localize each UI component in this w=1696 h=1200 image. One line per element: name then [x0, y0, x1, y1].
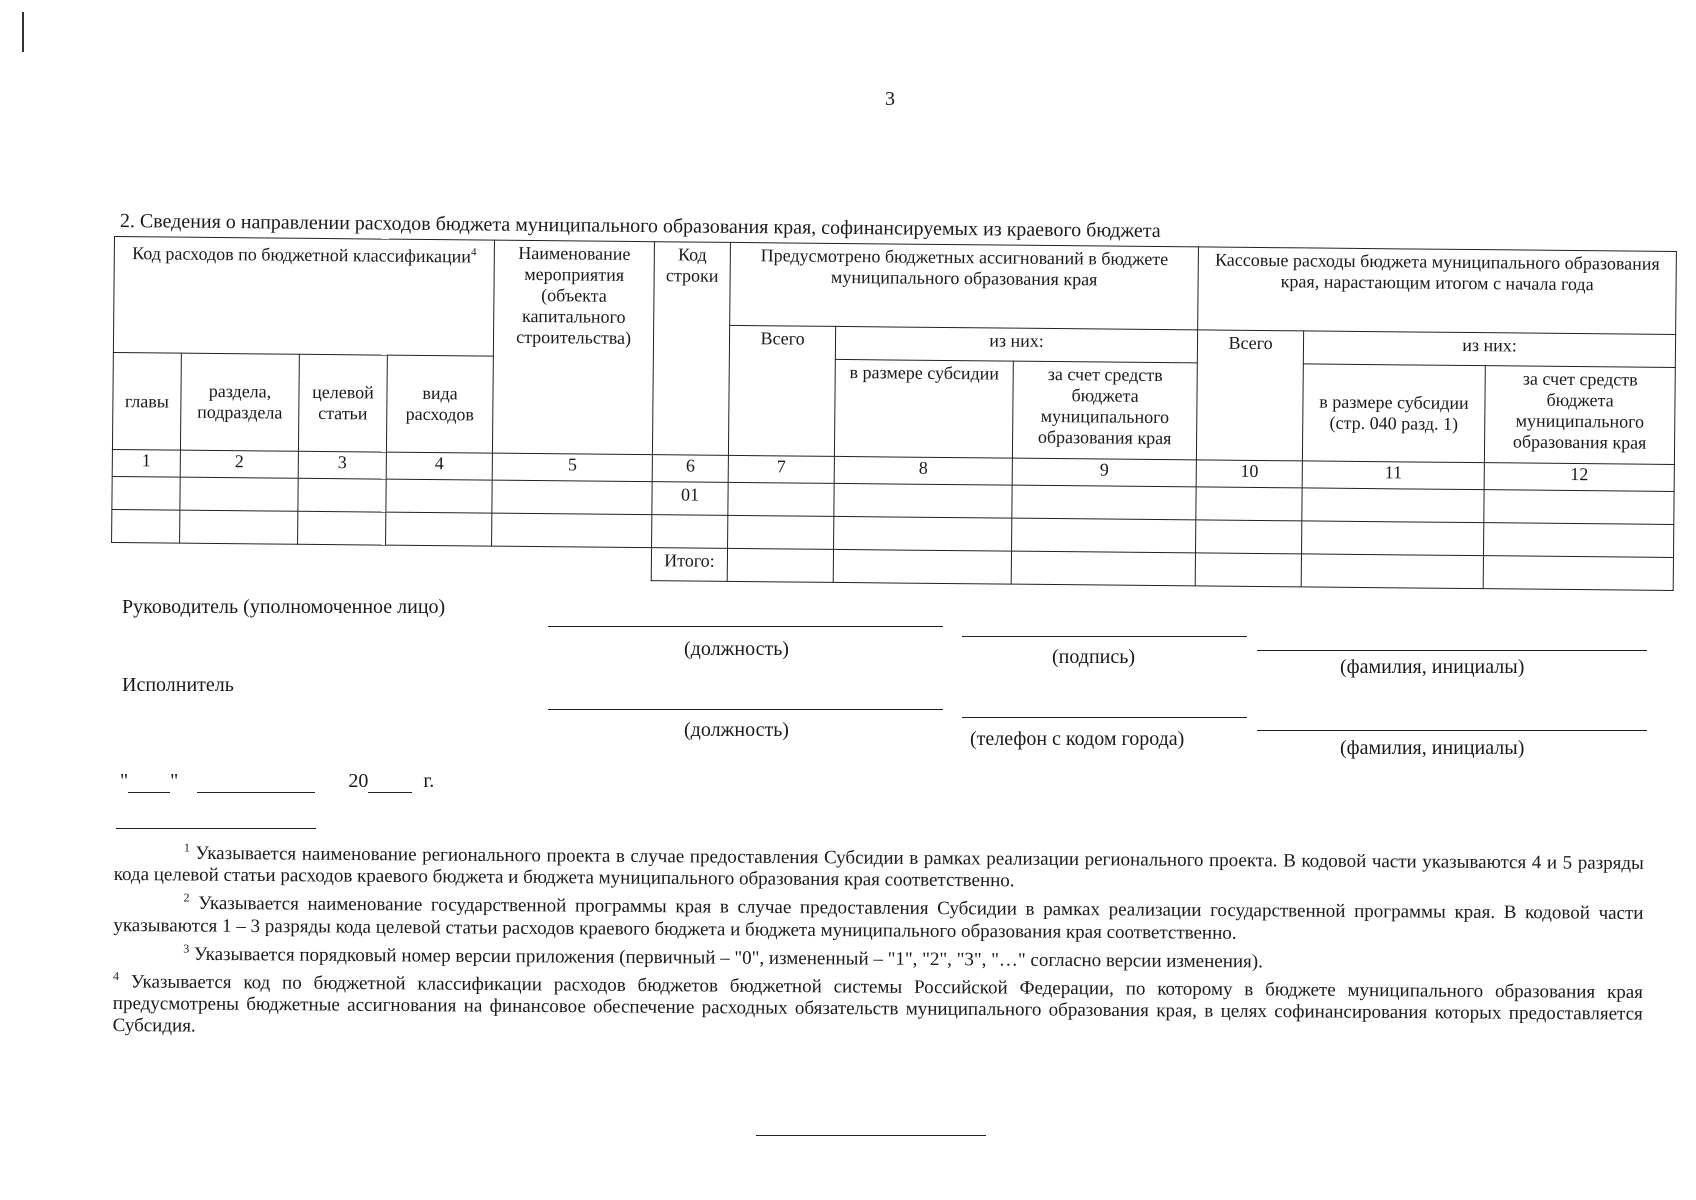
executor-caption-phone: (телефон с кодом города): [970, 728, 1185, 750]
scan-edge-mark: [22, 12, 24, 52]
cell-planned-municipal[interactable]: [1012, 518, 1196, 553]
header-planned-municipal: за счет средств бюджета муниципального образования края: [1012, 361, 1197, 460]
cell-planned-subsidy[interactable]: [834, 516, 1012, 551]
header-budget-code: Код расходов по бюджетной классификации$^4$: [113, 237, 494, 357]
column-number: 2: [180, 450, 298, 478]
total-cash-total[interactable]: [1195, 553, 1301, 587]
date-quote-close: ": [170, 770, 179, 792]
cell-row-code[interactable]: [652, 515, 728, 549]
footnote-text: Указывается наименование государственной программы края в случае предоставления Субсидии в рамках реализации государственной программы края. В кодовой части указываются 1 – 3 разряды кода целевой статьи расходов краевого бюджета и бюджета муниципального образования края соответственно.: [113, 893, 1644, 944]
section-title: 2. Сведения о направлении расходов бюджета муниципального образования края, софинансируемых из краевого бюджета: [119, 210, 1161, 242]
header-activity-name: Наименование мероприятия (объекта капитального строительства): [492, 240, 654, 455]
footnote-mark: 1: [183, 840, 190, 855]
date-month-blank[interactable]: [197, 772, 315, 793]
cell-chapter[interactable]: [112, 476, 180, 510]
executor-position-line[interactable]: [548, 709, 943, 710]
footnote-mark: 3: [183, 941, 190, 956]
cell-chapter[interactable]: [112, 509, 180, 543]
header-planned-total: Всего: [728, 325, 835, 456]
total-cash-municipal[interactable]: [1483, 556, 1673, 591]
header-budget-code-footnote-mark: 4: [470, 246, 477, 259]
header-target-article: целевой статьи: [298, 354, 387, 452]
footnote-4: [113, 965, 1643, 1048]
cell-cash-total[interactable]: [1196, 487, 1302, 521]
date-line: [120, 770, 434, 793]
column-number: 7: [728, 455, 834, 483]
cell-target-article[interactable]: [298, 478, 386, 512]
header-cash-total: Всего: [1196, 330, 1303, 461]
end-separator: [756, 1135, 986, 1136]
head-caption-name: (фамилия, инициалы): [1340, 656, 1525, 678]
cell-activity-name[interactable]: [492, 513, 652, 548]
column-number: 6: [652, 455, 728, 483]
footnote-mark: 4: [112, 968, 120, 984]
head-label: Руководитель (уполномоченное лицо): [122, 596, 446, 618]
cell-cash-total[interactable]: [1196, 520, 1302, 554]
executor-label: Исполнитель: [122, 674, 234, 696]
footnote-text: Указывается порядковый номер версии приложения (первичный – "0", измененный – "1", "2", "3", "…" согласно версии изменения).: [193, 943, 1263, 973]
head-caption-signature: (подпись): [1052, 646, 1136, 668]
total-planned-subsidy[interactable]: [833, 549, 1011, 584]
column-number: 4: [386, 452, 492, 480]
head-position-line[interactable]: [548, 626, 943, 627]
column-number: 5: [492, 453, 652, 482]
column-number: 9: [1012, 458, 1196, 487]
cell-target-article[interactable]: [298, 511, 386, 545]
header-planned-subsidy: в размере субсидии: [834, 359, 1013, 458]
header-cash-subsidy: в размере субсидии (стр. 040 разд. 1): [1302, 364, 1485, 463]
header-planned-of-which: из них:: [835, 326, 1197, 362]
cell-section[interactable]: [180, 477, 298, 511]
cell-section[interactable]: [180, 510, 298, 544]
cell-planned-subsidy[interactable]: [834, 483, 1012, 518]
date-day-blank[interactable]: [128, 772, 170, 793]
cell-cash-subsidy[interactable]: [1302, 488, 1484, 523]
date-quote-open: ": [120, 770, 129, 792]
cell-cash-municipal[interactable]: [1484, 523, 1674, 558]
footnote-separator: [116, 828, 316, 829]
cell-planned-total[interactable]: [728, 482, 834, 516]
footnotes: [113, 836, 1644, 1048]
column-number: 10: [1196, 460, 1302, 488]
header-chapter: главы: [112, 352, 181, 450]
cell-expense-type[interactable]: [386, 479, 492, 513]
column-number: 8: [834, 456, 1012, 485]
column-number: 3: [298, 451, 386, 479]
header-section: раздела, подраздела: [180, 353, 299, 451]
cell-row-code: 01: [652, 482, 728, 516]
header-planned-allocations: Предусмотрено бюджетных ассигнований в бюджете муниципального образования края: [730, 242, 1199, 329]
header-cash-municipal: за счет средств бюджета муниципального образования края: [1484, 366, 1675, 465]
header-row-code: Код строки: [652, 242, 730, 456]
total-planned-municipal[interactable]: [1011, 551, 1195, 586]
cell-activity-name[interactable]: [492, 480, 652, 515]
column-number: 1: [112, 449, 180, 477]
date-year-prefix: 20: [348, 770, 369, 792]
executor-name-line[interactable]: [1257, 730, 1647, 731]
footnote-mark: 2: [183, 890, 190, 905]
cell-planned-municipal[interactable]: [1012, 485, 1196, 520]
footnote-text: Указывается наименование регионального проекта в случае предоставления Субсидии в рамках реализации регионального проекта. В кодовой части указываются 4 и 5 разряды кода целевой статьи расходов краевого бюджета и бюджета муниципального образования края соответственно.: [113, 842, 1644, 892]
header-expense-type: вида расходов: [386, 355, 493, 453]
cell-cash-subsidy[interactable]: [1302, 521, 1484, 556]
date-year-suffix: г.: [423, 770, 435, 792]
page-number: 3: [885, 88, 895, 110]
expenditure-table-wrapper: [111, 236, 1660, 591]
executor-caption-position: (должность): [684, 719, 789, 741]
column-number: 12: [1484, 463, 1674, 492]
executor-phone-line[interactable]: [962, 717, 1247, 718]
expenditure-table: [111, 236, 1677, 591]
header-cash-expenses: Кассовые расходы бюджета муниципального образования края, нарастающим итогом с начала года: [1198, 247, 1677, 335]
head-signature-line[interactable]: [962, 636, 1247, 637]
total-label: Итого:: [651, 548, 727, 582]
cell-planned-total[interactable]: [728, 515, 834, 549]
total-cash-subsidy[interactable]: [1301, 554, 1483, 589]
header-cash-of-which: из них:: [1303, 331, 1675, 368]
cell-expense-type[interactable]: [386, 512, 492, 546]
executor-caption-name: (фамилия, инициалы): [1340, 737, 1525, 759]
date-year-blank[interactable]: [368, 772, 412, 793]
cell-cash-municipal[interactable]: [1484, 490, 1674, 525]
head-caption-position: (должность): [684, 638, 789, 660]
total-row-spacer: [111, 542, 651, 580]
column-number: 11: [1302, 461, 1484, 490]
total-planned-total[interactable]: [727, 548, 833, 582]
footnote-text: Указывается код по бюджетной классификации расходов бюджетов бюджетной системы Российской Федерации, по которому в бюджете муниципального образования края предусмотрены бюджетные ассигнования на финансовое обеспечение расходных обязательств муниципального образования края, в целях софинансирования которых предоставляется Субсидия.: [112, 971, 1644, 1037]
head-name-line[interactable]: [1257, 650, 1647, 651]
